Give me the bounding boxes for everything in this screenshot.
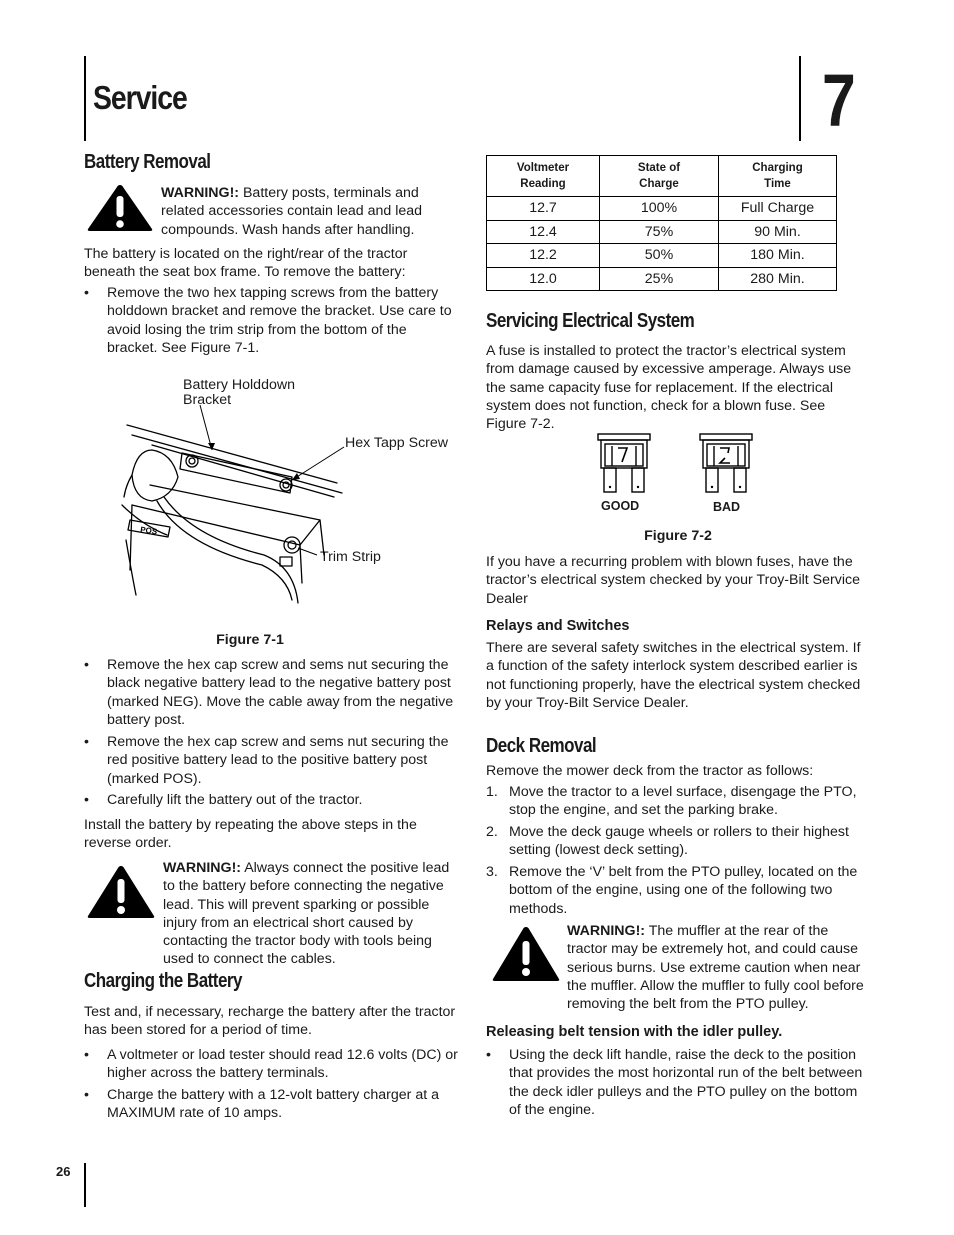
figure-label-bracket: Battery Holddown Bracket <box>183 377 295 408</box>
battery-figure <box>112 405 352 615</box>
table-header-cell: Voltmeter Reading <box>487 156 600 197</box>
header-rule-right <box>799 56 801 141</box>
figure-label-trim: Trim Strip <box>320 549 381 565</box>
table-header-cell: Charging Time <box>719 156 837 197</box>
battery-removal-heading: Battery Removal <box>84 151 211 173</box>
header-rule-left <box>84 56 86 141</box>
deck-heading: Deck Removal <box>486 735 597 757</box>
table-cell: 280 Min. <box>719 267 837 291</box>
warning-icon <box>86 864 156 920</box>
battery-intro: The battery is located on the right/rear of the tractor beneath the seat box frame. To remove the battery: <box>84 246 408 281</box>
install-text: Install the battery by repeating the above steps in the reverse order. <box>84 817 417 852</box>
warning-icon <box>86 183 154 233</box>
recurring-text: If you have a recurring problem with blown fuses, have the tractor’s electrical system checked by your Troy-Bilt Service Dealer <box>486 554 860 607</box>
figure-7-1-caption: Figure 7-1 <box>216 632 284 648</box>
table-header-row <box>487 156 837 197</box>
table-cell: 180 Min. <box>719 244 837 268</box>
table-cell: Full Charge <box>719 197 837 221</box>
relays-text: There are several safety switches in the electrical system. If a function of the safety interlock system described earlier is not functioning properly, have the electrical system checked by your Troy-Bilt Service Dealer. <box>486 640 861 711</box>
electrical-text: A fuse is installed to protect the tractor’s electrical system from damage caused by excessive amperage. Always use the same capacity fuse for replacement. If the electrical system does not function, check for a blown fuse. See Figure 7-2. <box>486 343 852 433</box>
fuse-bad-label: BAD <box>713 500 741 514</box>
releasing-heading: Releasing belt tension with the idler pulley. <box>486 1024 783 1040</box>
page-title: Service <box>93 79 187 116</box>
table-cell: 12.0 <box>487 267 600 291</box>
electrical-heading: Servicing Electrical System <box>486 310 695 332</box>
table-row <box>487 197 837 221</box>
fuse-good-icon <box>596 432 652 496</box>
deck-warning: WARNING!: The muffler at the rear of the tractor may be extremely hot, and could cause serious burns. Use extreme caution when near the muffler. Allow the muffler to fully cool before removing the belt from the PTO pulley. <box>567 923 864 1013</box>
voltage-table <box>486 155 837 291</box>
footer-rule <box>84 1163 86 1207</box>
figure-label-screw: Hex Tapp Screw <box>345 435 449 451</box>
table-cell: 12.7 <box>487 197 600 221</box>
table-row <box>487 244 837 268</box>
deck-intro: Remove the mower deck from the tractor as follows: <box>486 763 814 779</box>
table-row <box>487 267 837 291</box>
figure-7-2-caption: Figure 7-2 <box>644 528 712 544</box>
battery-warning: WARNING!: Battery posts, terminals and related accessories contain lead and lead compounds. Wash hands after handling. <box>161 185 423 238</box>
table-cell: 12.4 <box>487 220 600 244</box>
pos-text: POS <box>139 525 158 537</box>
relays-heading: Relays and Switches <box>486 618 630 634</box>
table-cell: 12.2 <box>487 244 600 268</box>
fuse-bad-icon <box>698 432 754 496</box>
charging-intro: Test and, if necessary, recharge the battery after the tractor has been stored for a period of time. <box>84 1004 456 1039</box>
fuse-good-label: GOOD <box>601 499 640 513</box>
table-row <box>487 220 837 244</box>
table-header-cell: State of Charge <box>600 156 719 197</box>
chapter-number: 7 <box>822 59 856 142</box>
table-cell: 25% <box>600 267 719 291</box>
page-number: 26 <box>56 1164 71 1179</box>
charging-heading: Charging the Battery <box>84 970 242 992</box>
warning-icon <box>491 925 561 983</box>
battery-warning-2: WARNING!: Always connect the positive lead to the battery before connecting the negative lead. This will prevent sparking or possible injury from an electrical short caused by contacting the tractor body with tools being used to connect the cables. <box>163 860 450 968</box>
table-cell: 75% <box>600 220 719 244</box>
table-cell: 100% <box>600 197 719 221</box>
table-cell: 50% <box>600 244 719 268</box>
table-cell: 90 Min. <box>719 220 837 244</box>
